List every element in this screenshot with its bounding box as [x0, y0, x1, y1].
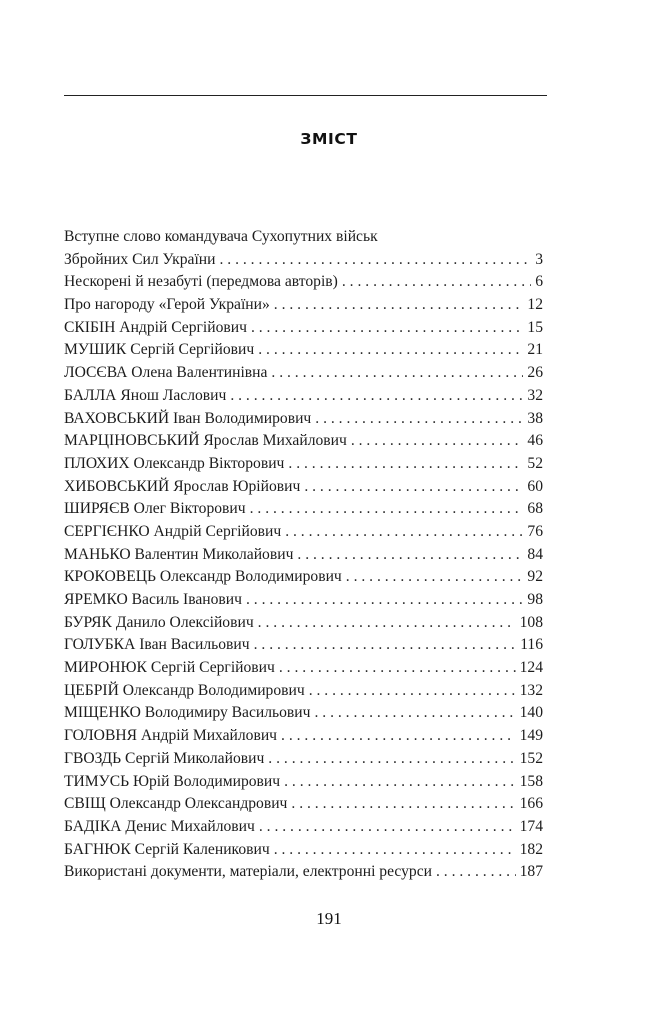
toc-entry-page: 12: [527, 296, 543, 314]
toc-entry: [64, 249, 543, 272]
toc-entry: [64, 771, 543, 794]
toc-entry-title: БАЛЛА Янош Ласлович: [64, 386, 227, 404]
toc-entry-page: 68: [527, 500, 543, 518]
toc-entry: [64, 430, 543, 453]
toc-entry-page: 76: [527, 522, 543, 540]
toc-entry: [64, 498, 543, 521]
toc-dot-leader: [288, 453, 523, 476]
toc-entry-title: Нескорені й незабуті (передмова авторів): [64, 273, 338, 291]
toc-entry-title: Збройних Сил України: [64, 250, 216, 268]
toc-entry-title: ШИРЯЄВ Олег Вікторович: [64, 500, 246, 518]
toc-dot-leader: [250, 498, 524, 521]
toc-entry: [64, 521, 543, 544]
toc-entry-page: 149: [519, 727, 543, 745]
toc-entry: [64, 476, 543, 499]
toc-entry-page: 32: [527, 386, 543, 404]
toc-entry: [64, 748, 543, 771]
toc-entry-page: 174: [519, 817, 543, 835]
toc-entry: [64, 657, 543, 680]
toc-entry-title: ТИМУСЬ Юрій Володимирович: [64, 772, 281, 790]
toc-dot-leader: [351, 430, 524, 453]
toc-entry-title: СЕРГІЄНКО Андрій Сергійович: [64, 522, 282, 540]
toc-entry: [64, 339, 543, 362]
toc-dot-leader: [254, 634, 517, 657]
toc-entry-page: 15: [527, 318, 543, 336]
toc-entry-title: ЛОСЄВА Олена Валентинівна: [64, 364, 268, 382]
toc-entry-page: 152: [519, 749, 543, 767]
toc-dot-leader: [274, 839, 516, 862]
toc-entry-title: Вступне слово командувача Сухопутних військ: [64, 228, 378, 245]
toc-entry-title: МИРОНЮК Сергій Сергійович: [64, 659, 275, 677]
toc-dot-leader: [230, 385, 523, 408]
toc-entry-title: ПЛОХИХ Олександр Вікторович: [64, 454, 285, 472]
toc-entry: [64, 544, 543, 567]
toc-entry-title: МАНЬКО Валентин Миколайович: [64, 545, 294, 563]
page-title: ЗМІСТ: [300, 130, 358, 148]
toc-entry-title: СКІБІН Андрій Сергійович: [64, 318, 247, 336]
toc-entry-page: 92: [527, 568, 543, 586]
toc-entry-page: 182: [519, 840, 543, 858]
toc-entry: [64, 793, 543, 816]
toc-entry-title: КРОКОВЕЦЬ Олександр Володимирович: [64, 568, 342, 586]
toc-dot-leader: [251, 317, 523, 340]
toc-entry-title: БАДІКА Денис Михайлович: [64, 817, 255, 835]
toc-dot-leader: [315, 408, 523, 431]
header-rule: [64, 95, 547, 96]
toc-dot-leader: [259, 816, 516, 839]
toc-entry: [64, 294, 543, 317]
toc-dot-leader: [342, 271, 531, 294]
toc-entry: [64, 589, 543, 612]
toc-entry-title: ГОЛУБКА Іван Васильович: [64, 636, 250, 654]
toc-entry-title: Про нагороду «Герой України»: [64, 296, 270, 314]
toc-entry-page: 98: [527, 591, 543, 608]
toc-dot-leader: [304, 476, 523, 499]
toc-dot-leader: [268, 748, 515, 771]
toc-dot-leader: [271, 362, 523, 385]
toc-entry-title: ВАХОВСЬКИЙ Іван Володимирович: [64, 409, 312, 427]
toc-entry-title: ЯРЕМКО Василь Іванович: [64, 591, 242, 608]
toc-entry: [64, 453, 543, 476]
toc-entry-title: МАРЦІНОВСЬКИЙ Ярослав Михайлович: [64, 432, 347, 450]
toc-entry: [64, 566, 543, 589]
toc-entry-page: 38: [527, 409, 543, 427]
table-of-contents: [64, 226, 543, 884]
toc-entry-page: 108: [519, 613, 543, 631]
toc-entry-title: Використані документи, матеріали, електронні ресурси: [64, 863, 432, 881]
toc-dot-leader: [219, 249, 531, 272]
toc-entry: [64, 680, 543, 703]
toc-entry-title: БАГНЮК Сергій Каленикович: [64, 840, 270, 858]
toc-entry-title: ХИБОВСЬКИЙ Ярослав Юрійович: [64, 477, 301, 495]
toc-dot-leader: [309, 680, 516, 703]
toc-entry-page: 166: [519, 795, 543, 813]
toc-entry-page: 52: [527, 454, 543, 472]
toc-entry-page: 26: [527, 364, 543, 382]
toc-entry: [64, 839, 543, 862]
toc-entry-title: СВІЩ Олександр Олександрович: [64, 795, 288, 813]
toc-entry-title: БУРЯК Данило Олексійович: [64, 613, 254, 631]
toc-entry: [64, 612, 543, 635]
toc-entry: [64, 816, 543, 839]
toc-entry: [64, 861, 543, 884]
toc-entry-page: 140: [519, 704, 543, 722]
toc-entry: [64, 385, 543, 408]
toc-entry: [64, 702, 543, 725]
toc-dot-leader: [346, 566, 524, 589]
toc-entry: [64, 271, 543, 294]
toc-entry-title: МІЩЕНКО Володимиру Васильович: [64, 704, 311, 722]
toc-entry: [64, 317, 543, 340]
toc-dot-leader: [274, 294, 524, 317]
toc-dot-leader: [281, 725, 516, 748]
toc-entry-page: 6: [535, 273, 543, 291]
toc-dot-leader: [314, 702, 515, 725]
toc-entry-page: 3: [535, 250, 543, 268]
toc-entry-page: 21: [527, 341, 543, 359]
toc-dot-leader: [258, 612, 516, 635]
toc-entry-page: 124: [519, 659, 543, 677]
toc-entry: [64, 226, 543, 249]
toc-dot-leader: [246, 589, 523, 612]
toc-entry-title: ГОЛОВНЯ Андрій Михайлович: [64, 727, 278, 745]
toc-entry: [64, 634, 543, 657]
toc-dot-leader: [258, 339, 523, 362]
toc-entry-title: ЦЕБРІЙ Олександр Володимирович: [64, 681, 305, 699]
toc-dot-leader: [279, 657, 516, 680]
toc-entry-page: 116: [520, 636, 543, 654]
toc-entry-page: 46: [527, 432, 543, 450]
toc-entry: [64, 725, 543, 748]
toc-entry: [64, 362, 543, 385]
toc-entry: [64, 408, 543, 431]
toc-entry-page: 132: [519, 681, 543, 699]
page-number: 191: [316, 909, 342, 928]
toc-dot-leader: [291, 793, 515, 816]
toc-dot-leader: [436, 861, 516, 884]
toc-entry-title: МУШИК Сергій Сергійович: [64, 341, 255, 359]
toc-entry-page: 187: [519, 863, 543, 881]
toc-dot-leader: [297, 544, 523, 567]
toc-dot-leader: [285, 521, 523, 544]
toc-entry-page: 158: [519, 772, 543, 790]
toc-dot-leader: [284, 771, 516, 794]
toc-entry-title: ГВОЗДЬ Сергій Миколайович: [64, 749, 265, 767]
toc-entry-page: 60: [527, 477, 543, 495]
toc-entry-page: 84: [527, 545, 543, 563]
